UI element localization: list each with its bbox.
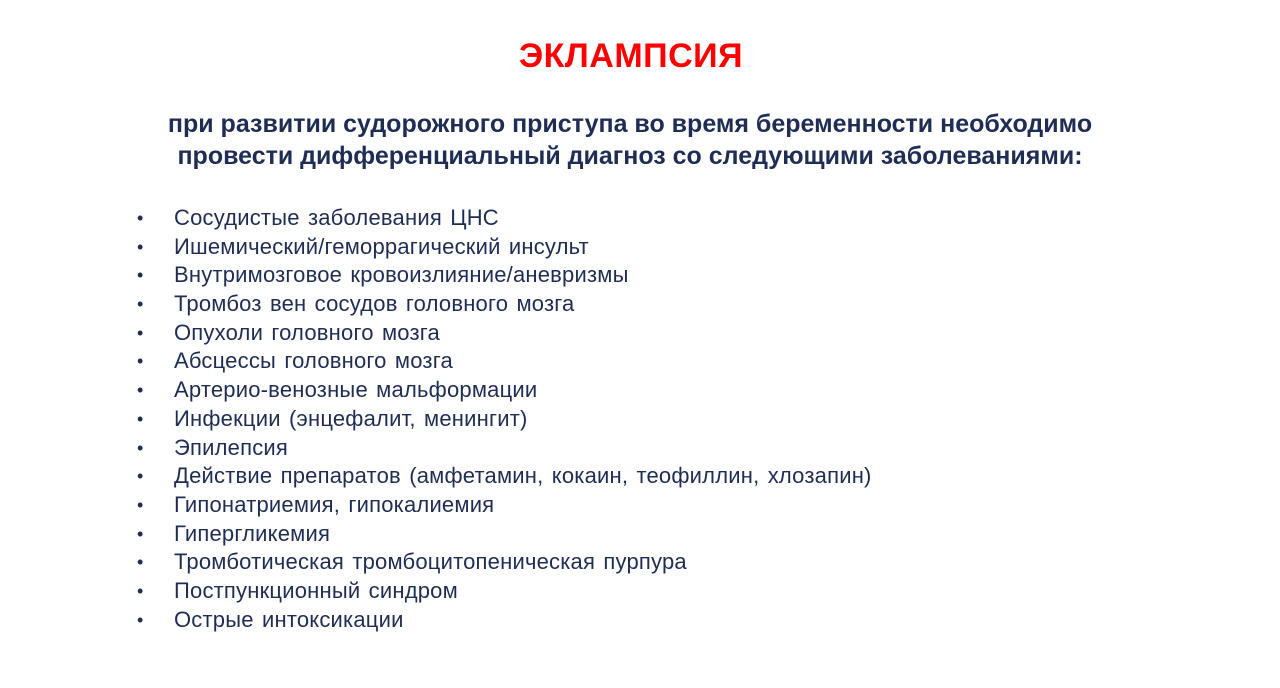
bullet-icon: • [137,208,144,228]
list-item-text: Внутримозговое кровоизлияние/аневризмы [174,262,629,288]
bullet-icon: • [137,380,144,401]
list-item [137,233,1237,262]
list-item [137,261,1237,290]
bullet-icon: • [137,437,144,458]
list-item [137,376,1237,405]
list-item [137,290,1237,319]
bullet-icon: • [137,552,144,573]
list-item-text: Опухоли головного мозга [174,319,440,345]
list-item-text: Гипергликемия [174,520,331,546]
bullet-icon: • [137,322,144,343]
list-item [137,520,1237,549]
differential-diagnosis-list [137,204,1237,634]
slide-title: ЭКЛАМПСИЯ [518,37,744,75]
list-item [137,491,1237,520]
list-item [137,434,1237,463]
bullet-icon: • [137,265,144,286]
list-item [137,606,1237,635]
bullet-icon: • [137,494,144,515]
bullet-icon: • [137,466,144,487]
list-item-text: Эпилепсия [174,434,289,460]
list-item [137,462,1237,491]
bullet-icon: • [137,351,144,372]
list-item [137,548,1237,577]
list-item-text: Действие препаратов (амфетамин, кокаин, теофиллин, хлозапин) [174,463,872,489]
slide-subtitle: при развитии судорожного приступа во время беременности необходимо провести дифференциальный диагноз со следующими заболеваниями: [167,110,1093,170]
bullet-icon: • [137,523,144,544]
list-item [137,577,1237,606]
bullet-icon: • [137,609,144,630]
bullet-icon: • [137,294,144,315]
list-item [137,204,1237,233]
list-item-text: Тромбоз вен сосудов головного мозга [174,291,575,317]
list-item-text: Тромботическая тромбоцитопеническая пурпура [174,549,687,575]
list-item [137,405,1237,434]
list-item-text: Сосудистые заболевания ЦНС [174,205,499,230]
list-item-text: Постпункционный синдром [174,577,458,603]
list-item [137,347,1237,376]
list-item-text: Гипонатриемия, гипокалиемия [174,491,495,517]
list-item-text: Абсцессы головного мозга [174,348,453,374]
list-item-text: Артерио-венозные мальформации [174,377,538,403]
bullet-icon: • [137,408,144,429]
list-item [137,319,1237,348]
bullet-icon: • [137,236,144,257]
list-item-text: Острые интоксикации [174,606,404,632]
list-item-text: Инфекции (энцефалит, менингит) [174,405,528,431]
bullet-icon: • [137,580,144,601]
list-item-text: Ишемический/геморрагический инсульт [174,233,589,259]
